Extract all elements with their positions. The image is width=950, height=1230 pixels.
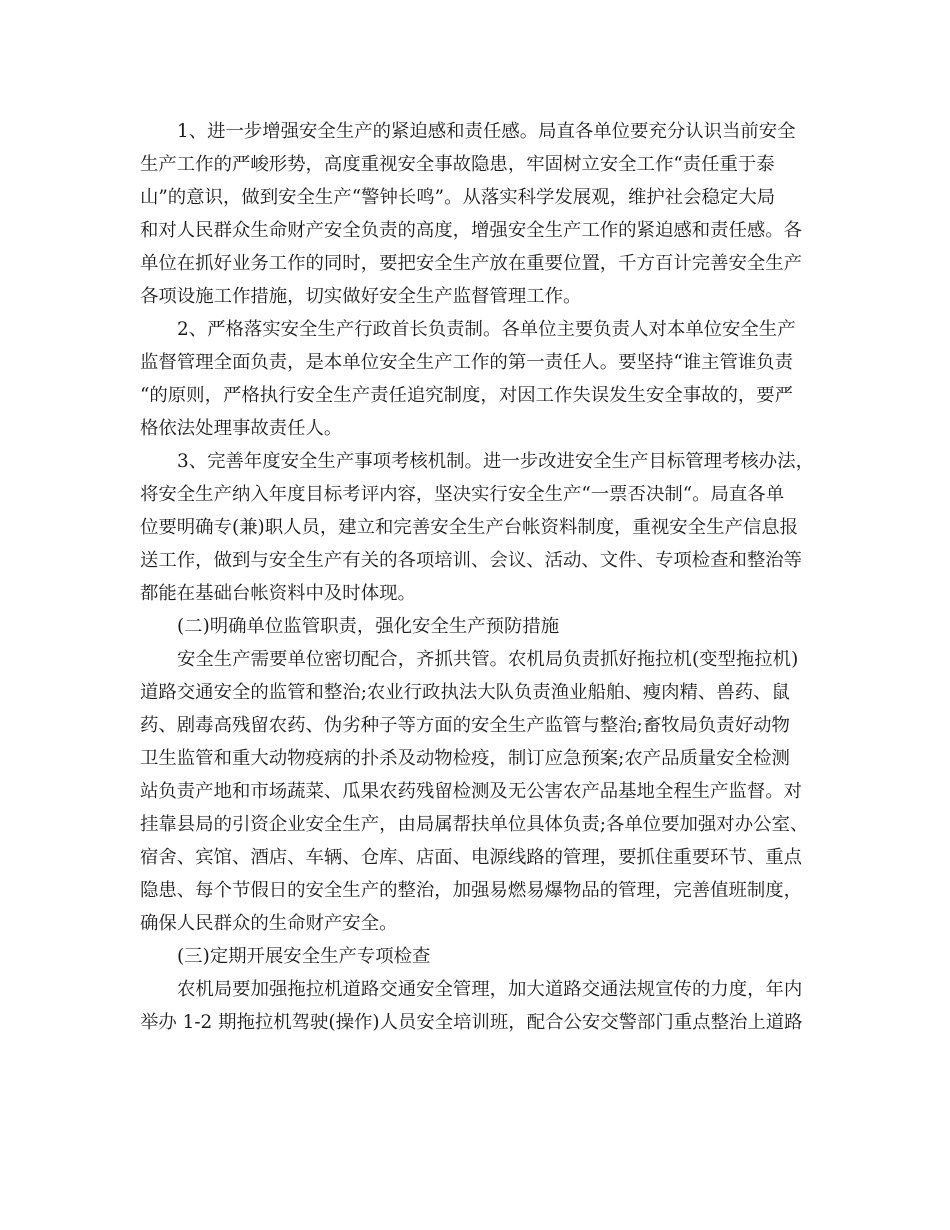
text-line: 宿舍、宾馆、酒店、车辆、仓库、店面、电源线路的管理，要抓住重要环节、重点 bbox=[140, 847, 803, 868]
text-line: 和对人民群众生命财产安全负责的高度，增强安全生产工作的紧迫感和责任感。各 bbox=[140, 220, 803, 241]
text-line: 举办 1-2 期拖拉机驾驶(操作)人员安全培训班，配合公安交警部门重点整治上道路 bbox=[140, 1012, 803, 1033]
text-line: 确保人民群众的生命财产安全。 bbox=[140, 913, 398, 934]
text-line: 2、严格落实安全生产行政首长负责制。各单位主要负责人对本单位安全生产 bbox=[177, 319, 796, 340]
text-line: 都能在基础台帐资料中及时体现。 bbox=[140, 583, 416, 604]
text-line: 位要明确专(兼)职人员，建立和完善安全生产台帐资料制度，重视安全生产信息报 bbox=[140, 517, 799, 538]
text-line: 山”的意识，做到安全生产“警钟长鸣”。从落实科学发展观，维护社会稳定大局 bbox=[140, 187, 776, 208]
text-line: 药、剧毒高残留农药、伪劣种子等方面的安全生产监管与整治;畜牧局负责好动物 bbox=[140, 715, 790, 736]
text-line: (三)定期开展安全生产专项检查 bbox=[177, 946, 431, 967]
document-body bbox=[140, 115, 820, 1039]
text-line: 卫生监管和重大动物疫病的扑杀及动物检疫，制订应急预案;农产品质量安全检测 bbox=[140, 748, 790, 769]
text-line: “的原则，严格执行安全生产责任追究制度，对因工作失误发生安全事故的，要严 bbox=[140, 385, 794, 406]
text-line: 站负责产地和市场蔬菜、瓜果农药残留检测及无公害农产品基地全程生产监督。对 bbox=[140, 781, 803, 802]
text-line: 送工作，做到与安全生产有关的各项培训、会议、活动、文件、专项检查和整治等 bbox=[140, 550, 803, 571]
text-line: 隐患、每个节假日的安全生产的整治，加强易燃易爆物品的管理，完善值班制度， bbox=[140, 880, 803, 901]
text-line: 农机局要加强拖拉机道路交通安全管理，加大道路交通法规宣传的力度，年内 bbox=[177, 979, 803, 1000]
text-line: 单位在抓好业务工作的同时，要把安全生产放在重要位置，千方百计完善安全生产 bbox=[140, 253, 803, 274]
text-line: 挂靠县局的引资企业安全生产，由局属帮扶单位具体负责;各单位要加强对办公室、 bbox=[140, 814, 809, 835]
text-line: 生产工作的严峻形势，高度重视安全事故隐患，牢固树立安全工作“责任重于泰 bbox=[140, 154, 775, 175]
text-line: 安全生产需要单位密切配合，齐抓共管。农机局负责抓好拖拉机(变型拖拉机) bbox=[177, 649, 799, 670]
text-line: (二)明确单位监管职责，强化安全生产预防措施 bbox=[177, 616, 560, 637]
text-line: 道路交通安全的监管和整治;农业行政执法大队负责渔业船舶、瘦肉精、兽药、鼠 bbox=[140, 682, 790, 703]
text-line: 3、完善年度安全生产事项考核机制。进一步改进安全生产目标管理考核办法， bbox=[177, 451, 814, 472]
text-line: 1、进一步增强安全生产的紧迫感和责任感。局直各单位要充分认识当前安全 bbox=[177, 121, 796, 142]
text-line: 将安全生产纳入年度目标考评内容，坚决实行安全生产“一票否决制“。局直各单 bbox=[140, 484, 785, 505]
text-line: 监督管理全面负责，是本单位安全生产工作的第一责任人。要坚持“谁主管谁负责 bbox=[140, 352, 794, 373]
text-line: 格依法处理事故责任人。 bbox=[140, 418, 343, 439]
text-line: 各项设施工作措施，切实做好安全生产监督管理工作。 bbox=[140, 286, 582, 307]
